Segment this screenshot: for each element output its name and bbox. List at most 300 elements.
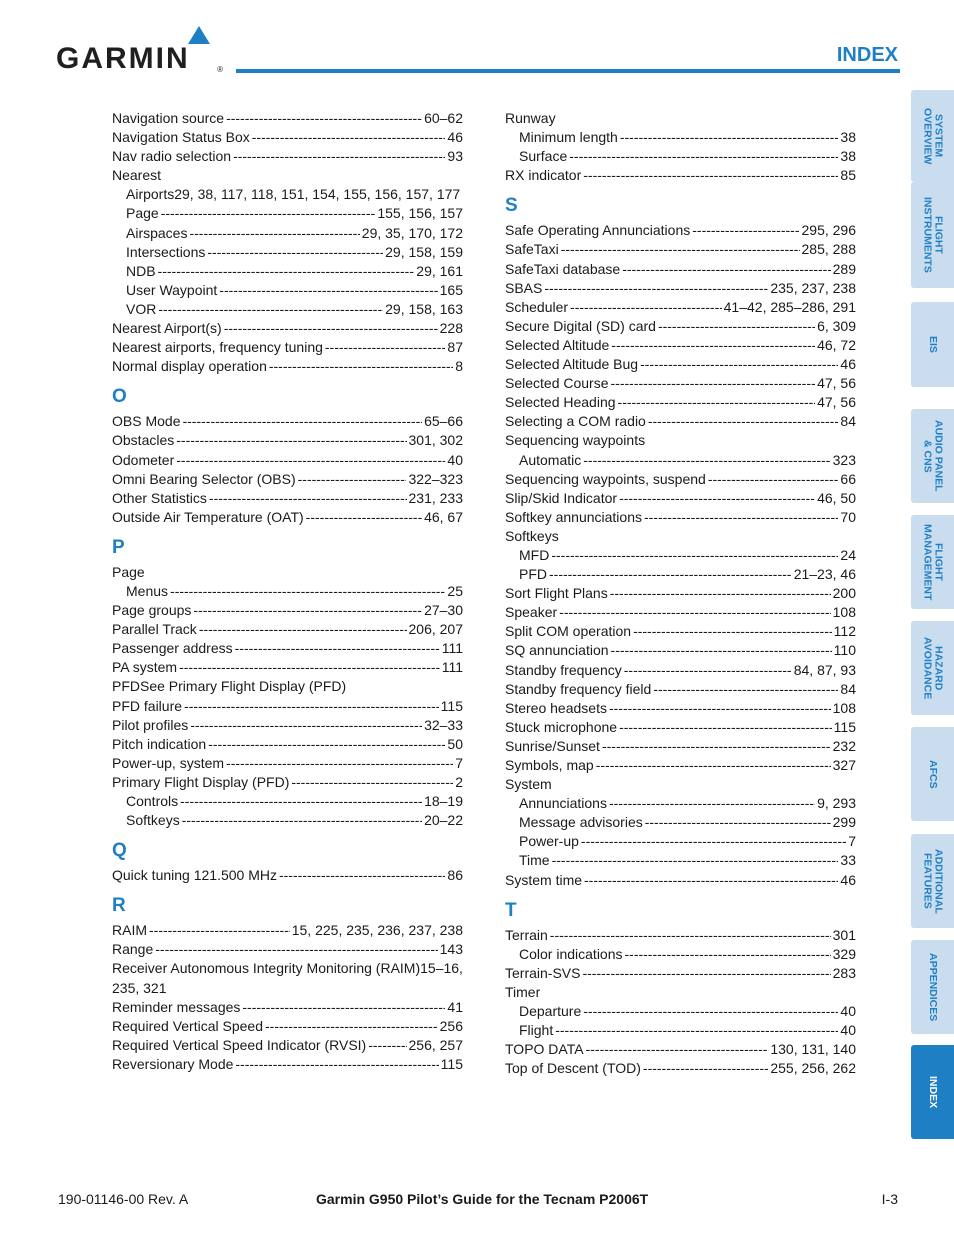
index-page-refs: 115 xyxy=(833,718,856,735)
index-page-refs: 289 xyxy=(832,260,856,277)
index-entry xyxy=(112,128,463,147)
index-page-refs: 65–66 xyxy=(424,413,463,430)
index-term: Other Statistics xyxy=(112,489,207,506)
index-subentry xyxy=(505,451,856,470)
tab-flight-instruments[interactable] xyxy=(911,182,954,288)
index-term: Slip/Skid Indicator xyxy=(505,489,618,506)
index-entry xyxy=(505,393,856,412)
dot-leader xyxy=(208,735,445,754)
tab-label: SYSTEM OVERVIEW xyxy=(921,107,945,165)
dot-leader xyxy=(708,470,839,489)
index-term: Nearest Airport(s) xyxy=(112,320,222,337)
index-page-refs: 165 xyxy=(439,281,463,298)
index-page-refs: 25 xyxy=(447,582,463,599)
index-entry xyxy=(505,775,856,794)
index-term: Selected Heading xyxy=(505,394,616,411)
index-entry xyxy=(505,964,856,983)
tab-index[interactable] xyxy=(911,1045,954,1139)
dot-leader xyxy=(279,866,445,885)
index-term: Quick tuning 121.500 MHz xyxy=(112,867,277,884)
index-page-refs: 322–323 xyxy=(408,470,463,487)
index-term: OBS Mode xyxy=(112,413,181,430)
index-subentry xyxy=(505,794,856,813)
index-page-refs: 283 xyxy=(832,964,856,981)
index-term: Terrain xyxy=(505,926,548,943)
index-entry xyxy=(505,166,856,185)
index-page-refs: 70 xyxy=(840,508,856,525)
index-term: Sequencing waypoints, suspend xyxy=(505,470,706,487)
index-entry xyxy=(112,508,463,527)
tab-system-overview[interactable] xyxy=(911,90,954,182)
dot-leader xyxy=(583,1002,838,1021)
index-entry xyxy=(505,926,856,945)
index-entry xyxy=(505,298,856,317)
index-page-refs: 60–62 xyxy=(424,110,463,126)
dot-leader xyxy=(583,451,830,470)
index-entry xyxy=(505,641,856,660)
index-term: Airspaces xyxy=(126,224,188,241)
dot-leader xyxy=(581,832,846,851)
index-term: Omni Bearing Selector (OBS) xyxy=(112,470,296,487)
dot-leader xyxy=(633,622,832,641)
index-term: Sunrise/Sunset xyxy=(505,737,600,754)
index-page-refs: 200 xyxy=(832,585,856,602)
dot-leader xyxy=(584,871,838,890)
index-subentry xyxy=(112,224,463,243)
index-term: Power-up, system xyxy=(112,754,225,771)
dot-leader xyxy=(570,298,722,317)
dot-leader xyxy=(692,221,799,240)
header-rule xyxy=(236,69,900,73)
index-term: Minimum length xyxy=(519,129,618,146)
index-entry xyxy=(112,338,463,357)
index-page-refs: 46 xyxy=(840,871,856,888)
index-term: Softkey annunciations xyxy=(505,508,642,525)
index-entry xyxy=(112,563,463,582)
dot-leader xyxy=(555,1021,838,1040)
index-entry xyxy=(112,147,463,166)
index-term: Annunciations xyxy=(519,795,607,812)
index-term: Softkeys xyxy=(126,812,180,829)
registered-mark: ® xyxy=(217,65,223,74)
index-page-refs: 47, 56 xyxy=(817,375,856,392)
tab-label: AUDIO PANEL & CNS xyxy=(921,420,945,492)
index-term: TOPO DATA xyxy=(505,1041,584,1058)
index-entry xyxy=(505,374,856,393)
dot-leader xyxy=(609,794,815,813)
index-entry xyxy=(505,584,856,603)
index-term: Terrain-SVS xyxy=(505,964,581,981)
index-page-refs: 29, 158, 163 xyxy=(385,300,463,317)
index-page-refs: 256 xyxy=(439,1017,463,1034)
index-term: Color indications xyxy=(519,945,623,962)
tab-flight-management[interactable] xyxy=(911,515,954,609)
dot-leader xyxy=(291,773,453,792)
dot-leader xyxy=(176,451,445,470)
index-term: Outside Air Temperature (OAT) xyxy=(112,508,304,525)
index-entry xyxy=(112,412,463,431)
index-column-left xyxy=(112,109,463,1074)
index-page-refs: 111 xyxy=(441,659,463,676)
index-term: Standby frequency xyxy=(505,661,622,678)
index-term: Required Vertical Speed Indicator (RVSI) xyxy=(112,1036,367,1053)
index-term: Stereo headsets xyxy=(505,699,607,716)
index-term: Nearest xyxy=(112,167,162,184)
tab-label: FLIGHT MANAGEMENT xyxy=(921,523,945,601)
index-entry xyxy=(505,260,856,279)
index-term: RX indicator xyxy=(505,167,582,184)
index-page-refs: 285, 288 xyxy=(801,241,856,258)
index-term: Range xyxy=(112,941,154,958)
dot-leader xyxy=(653,680,838,699)
index-page-refs: 112 xyxy=(833,623,856,640)
index-term: SBAS xyxy=(505,279,543,296)
index-page-refs: 130, 131, 140 xyxy=(770,1041,856,1058)
index-page-refs: 41–42, 285–286, 291 xyxy=(723,298,856,315)
index-entry xyxy=(112,1017,463,1036)
index-page-refs: 40 xyxy=(840,1022,856,1039)
index-term: Sort Flight Plans xyxy=(505,585,608,602)
dot-leader xyxy=(611,374,816,393)
index-page-refs: 2 xyxy=(455,773,463,790)
dot-leader xyxy=(582,964,830,983)
index-letter-heading: R xyxy=(112,895,126,917)
index-page-refs: 256, 257 xyxy=(408,1036,463,1053)
index-subentry xyxy=(505,546,856,565)
dot-leader xyxy=(306,508,422,527)
index-page-refs: 228 xyxy=(439,320,463,337)
dot-leader xyxy=(219,281,437,300)
index-page-refs: 84 xyxy=(840,413,856,430)
index-term: Speaker xyxy=(505,604,558,621)
index-entry xyxy=(505,527,856,546)
index-entry xyxy=(112,109,463,128)
index-entry xyxy=(112,866,463,885)
index-subentry xyxy=(112,281,463,300)
dot-leader xyxy=(640,355,838,374)
index-entry xyxy=(112,998,463,1017)
index-entry xyxy=(112,431,463,450)
index-entry xyxy=(505,871,856,890)
index-page-refs: 50 xyxy=(447,735,463,752)
page-number: I-3 xyxy=(881,1191,898,1207)
index-page-refs: 46, 50 xyxy=(817,489,856,506)
index-entry xyxy=(505,431,856,450)
index-page-refs: 110 xyxy=(833,642,856,659)
dot-leader xyxy=(189,224,359,243)
dot-leader xyxy=(224,319,438,338)
index-page-refs: 46 xyxy=(840,356,856,373)
index-entry xyxy=(112,357,463,376)
dot-leader xyxy=(611,641,832,660)
index-page-refs: 323 xyxy=(832,451,856,468)
dot-leader xyxy=(620,128,839,147)
index-letter-heading: S xyxy=(505,195,518,217)
index-entry xyxy=(505,1040,856,1059)
index-term: Reminder messages xyxy=(112,998,241,1015)
index-term: Primary Flight Display (PFD) xyxy=(112,773,290,790)
index-letter-heading: Q xyxy=(112,840,127,862)
index-term: Standby frequency field xyxy=(505,680,652,697)
dot-leader xyxy=(325,338,446,357)
tab-label: EIS xyxy=(927,336,939,353)
dot-leader xyxy=(610,584,831,603)
dot-leader xyxy=(622,260,830,279)
index-term: Split COM operation xyxy=(505,623,632,640)
index-term: Softkeys xyxy=(505,527,559,544)
index-subentry xyxy=(112,300,463,319)
tab-appendices[interactable] xyxy=(911,940,954,1034)
dot-leader xyxy=(298,470,407,489)
index-entry xyxy=(505,279,856,298)
index-entry xyxy=(505,622,856,641)
dot-leader xyxy=(269,357,453,376)
dot-leader xyxy=(158,262,415,281)
dot-leader xyxy=(619,489,815,508)
index-entry xyxy=(112,697,463,716)
index-entry xyxy=(505,221,856,240)
index-term: Page groups xyxy=(112,602,192,619)
index-entry xyxy=(112,620,463,639)
index-entry xyxy=(112,1055,463,1074)
index-subentry xyxy=(505,813,856,832)
index-entry xyxy=(505,355,856,374)
tab-label: ADDITIONAL FEATURES xyxy=(921,848,945,914)
index-term: Flight xyxy=(519,1022,554,1039)
index-term: Passenger address xyxy=(112,640,233,657)
index-term: Departure xyxy=(519,1003,582,1020)
index-entry xyxy=(505,489,856,508)
index-term: Intersections xyxy=(126,243,206,260)
index-page-refs: 299 xyxy=(832,814,856,831)
index-subentry xyxy=(112,204,463,223)
index-term: Odometer xyxy=(112,451,175,468)
dot-leader xyxy=(552,851,839,870)
index-page-refs: 232 xyxy=(832,737,856,754)
index-term: Menus xyxy=(126,582,169,599)
tab-label: INDEX xyxy=(927,1075,939,1109)
dot-leader xyxy=(176,431,406,450)
index-page-refs: 327 xyxy=(832,757,856,773)
index-term: SQ annunciation xyxy=(505,642,609,659)
dot-leader xyxy=(233,147,445,166)
index-subentry xyxy=(505,945,856,964)
index-page-refs: 46 xyxy=(447,129,463,146)
index-page-refs: 329 xyxy=(832,945,856,962)
dot-leader xyxy=(551,546,838,565)
index-term: Page xyxy=(126,205,159,222)
index-subentry xyxy=(505,565,856,584)
index-letter-heading: O xyxy=(112,386,127,408)
index-page-refs: 21–23, 46 xyxy=(793,566,856,583)
dot-leader xyxy=(550,926,831,945)
index-subentry xyxy=(112,582,463,601)
index-entry xyxy=(505,718,856,737)
index-subentry xyxy=(505,1021,856,1040)
dot-leader xyxy=(544,279,768,298)
index-term: PFD failure xyxy=(112,697,183,714)
dot-leader xyxy=(645,813,831,832)
index-term: Timer xyxy=(505,983,541,1000)
index-page-refs: 143 xyxy=(439,941,463,958)
index-page-refs: 87 xyxy=(447,339,463,356)
tab-label: AFCS xyxy=(927,759,939,789)
index-page-refs: 47, 56 xyxy=(817,394,856,411)
index-page-refs: 108 xyxy=(832,604,856,621)
index-subentry xyxy=(505,1002,856,1021)
index-term: Nearest airports, frequency tuning xyxy=(112,339,323,356)
dot-leader xyxy=(643,1059,768,1078)
index-term: RAIM xyxy=(112,922,147,939)
dot-leader xyxy=(609,699,831,718)
index-page-refs: 84 xyxy=(840,680,856,697)
index-term: Selected Altitude Bug xyxy=(505,356,639,373)
dot-leader xyxy=(596,756,831,775)
index-entry xyxy=(505,317,856,336)
dot-leader xyxy=(648,412,839,431)
tab-additional-features[interactable] xyxy=(911,834,954,928)
index-letter-heading: T xyxy=(505,899,517,921)
dot-leader xyxy=(586,1040,769,1059)
index-page-refs: 29, 158, 159 xyxy=(385,243,463,260)
index-page-refs: 115 xyxy=(440,1055,463,1072)
index-page-refs: 18–19 xyxy=(424,793,463,809)
index-entry xyxy=(505,412,856,431)
dot-leader xyxy=(235,639,440,658)
index-entry: PFDSee Primary Flight Display (PFD) xyxy=(112,678,347,695)
index-page-refs: 7 xyxy=(848,833,856,850)
index-page-refs: 255, 256, 262 xyxy=(770,1060,856,1077)
index-term: Reversionary Mode xyxy=(112,1055,234,1072)
index-page-refs: 38 xyxy=(840,148,856,165)
index-page-refs: 235, 237, 238 xyxy=(770,279,856,296)
index-term: Required Vertical Speed xyxy=(112,1017,263,1034)
index-subentry xyxy=(505,832,856,851)
dot-leader xyxy=(252,128,446,147)
dot-leader xyxy=(226,754,453,773)
tab-audio-panel-cns[interactable] xyxy=(911,409,954,503)
index-entry xyxy=(505,680,856,699)
dot-leader xyxy=(149,921,290,940)
index-term: MFD xyxy=(519,546,550,563)
index-page-refs: 301, 302 xyxy=(408,432,463,449)
index-entry xyxy=(112,773,463,792)
index-entry xyxy=(112,940,463,959)
index-term: NDB xyxy=(126,262,156,279)
index-page-refs: 38 xyxy=(840,129,856,146)
index-page-refs: 40 xyxy=(840,1003,856,1020)
index-entry xyxy=(112,716,463,735)
dot-leader xyxy=(226,109,422,128)
index-term: Navigation source xyxy=(112,110,225,126)
tab-label: FLIGHT INSTRUMENTS xyxy=(921,197,945,273)
index-entry: Receiver Autonomous Integrity Monitoring (RAIM)15–16, 235, 321 xyxy=(112,960,463,996)
section-title: INDEX xyxy=(836,44,898,66)
index-term: Automatic xyxy=(519,451,582,468)
index-term: Selected Course xyxy=(505,375,609,392)
index-entry xyxy=(505,508,856,527)
index-term: Selected Altitude xyxy=(505,336,610,353)
brand-wordmark: GARMIN xyxy=(56,42,190,75)
dot-leader xyxy=(624,661,792,680)
index-page-refs: 115 xyxy=(440,697,463,714)
index-term: VOR xyxy=(126,300,157,317)
index-page-refs: 85 xyxy=(840,167,856,184)
dot-leader xyxy=(559,603,830,622)
dot-leader xyxy=(193,601,422,620)
index-entry xyxy=(112,601,463,620)
index-entry xyxy=(505,699,856,718)
dot-leader xyxy=(179,658,440,677)
index-page-refs: 40 xyxy=(447,451,463,468)
index-entry xyxy=(112,489,463,508)
index-entry xyxy=(112,921,463,940)
index-subentry xyxy=(112,262,463,281)
index-page-refs: 46, 72 xyxy=(817,336,856,353)
index-term: Time xyxy=(519,852,550,869)
index-term: System time xyxy=(505,871,583,888)
index-term: User Waypoint xyxy=(126,281,218,298)
dot-leader xyxy=(583,166,838,185)
dot-leader xyxy=(182,811,422,830)
index-entry xyxy=(112,735,463,754)
index-term: Scheduler xyxy=(505,298,569,315)
dot-leader xyxy=(569,147,838,166)
index-term: Secure Digital (SD) card xyxy=(505,317,656,334)
garmin-logo xyxy=(56,26,221,76)
index-term: Obstacles xyxy=(112,432,175,449)
dot-leader xyxy=(644,508,838,527)
index-subentry xyxy=(505,851,856,870)
index-entry xyxy=(505,109,856,128)
index-term: Message advisories xyxy=(519,814,643,831)
index-entry xyxy=(505,737,856,756)
tab-afcs[interactable] xyxy=(911,727,954,821)
dot-leader xyxy=(207,243,383,262)
index-entry xyxy=(112,166,463,185)
index-term: Symbols, map xyxy=(505,757,594,773)
index-entry xyxy=(112,451,463,470)
index-entry xyxy=(505,336,856,355)
index-page-refs: 84, 87, 93 xyxy=(793,661,856,678)
dot-leader xyxy=(199,620,407,639)
index-entry xyxy=(112,639,463,658)
index-page-refs: 155, 156, 157 xyxy=(377,205,463,222)
index-page-refs: 32–33 xyxy=(424,716,463,733)
doc-title: Garmin G950 Pilot’s Guide for the Tecnam P2006T xyxy=(316,1191,649,1207)
index-page-refs: 111 xyxy=(441,640,463,657)
dot-leader xyxy=(242,998,445,1017)
tab-label: HAZARD AVOIDANCE xyxy=(921,636,945,700)
index-entry xyxy=(505,983,856,1002)
garmin-triangle-icon xyxy=(188,26,210,44)
tab-hazard-avoidance[interactable] xyxy=(911,621,954,715)
index-term: Pilot profiles xyxy=(112,716,189,733)
index-term: Power-up xyxy=(519,833,579,850)
index-term: Stuck microphone xyxy=(505,718,618,735)
dot-leader xyxy=(618,393,816,412)
dot-leader xyxy=(209,489,407,508)
tab-eis[interactable] xyxy=(911,302,954,387)
index-page-refs: 33 xyxy=(840,852,856,869)
index-entry xyxy=(112,319,463,338)
dot-leader xyxy=(184,697,439,716)
index-page-refs: 20–22 xyxy=(424,812,463,829)
dot-leader xyxy=(611,336,815,355)
index-term: PFD xyxy=(519,566,547,583)
index-entry: Airports29, 38, 117, 118, 151, 154, 155, 156, 157, 177 xyxy=(126,186,461,203)
index-term: System xyxy=(505,776,552,793)
